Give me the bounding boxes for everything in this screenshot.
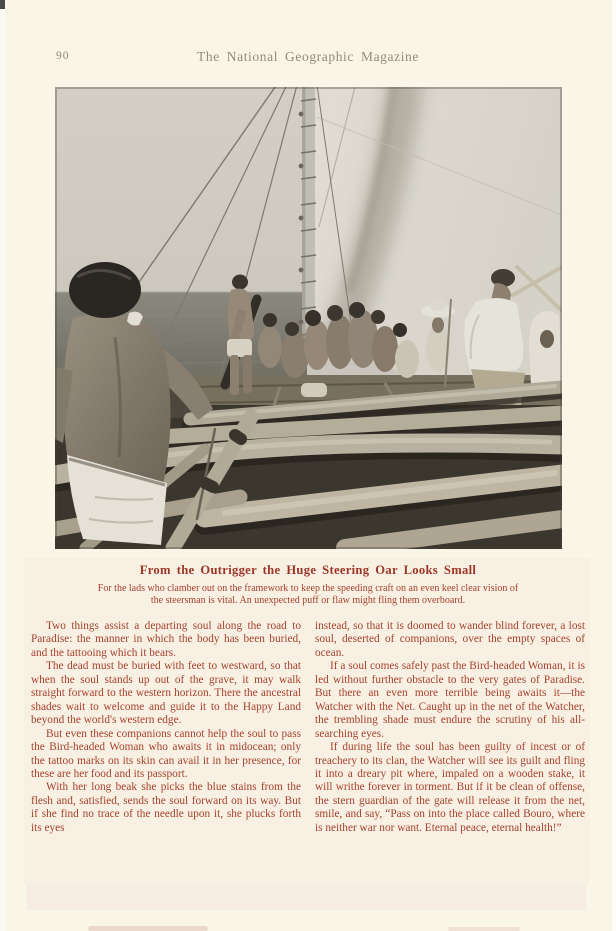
scan-left-edge [0,0,6,931]
paragraph: Two things assist a departing soul along the road to Paradise: the manner in which the body has been buried, and the tattooing which it bears. [31,620,301,659]
photo-caption [31,563,585,606]
outrigger-photograph [55,87,562,549]
paragraph: instead, so that it is doomed to wander blind forever, a lost soul, deserted of companions, over the empty spaces of ocean. [315,620,585,659]
paragraph: With her long beak she picks the blue stains from the flesh and, satisfied, sends the soul forward on its way. But if she find no trace of the needle upon it, she plucks forth its eyes [31,781,301,834]
paragraph: If a soul comes safely past the Bird-headed Woman, it is led without further obstacle to the very gates of Paradise. But there an even more terrible being awaits it—the Watcher with the Net. Caught up in the net of the Watcher, the trembling shade must endure the scrutiny of his all-searching eyes. [315,660,585,740]
paragraph: The dead must be buried with feet to westward, so that when the soul stands up out of the grave, it may walk straight forward to the western horizon. There the ancestral shades wait to welcome and guide it to the Happy Land beyond the world's western edge. [31,660,301,727]
scan-smudge [88,926,208,931]
outrigger-photo-illustration [55,87,562,549]
photo-caption-title: From the Outrigger the Huge Steering Oar Looks Small [139,563,477,577]
scan-bottom-band [26,884,586,910]
article-body [31,620,585,835]
paragraph: But even these companions cannot help the soul to pass the Bird-headed Woman who awaits it in midocean; only the tattoo marks on its skin can avail it in her presence, for these are her food and its passport. [31,727,301,780]
article-right-column [315,620,585,835]
scan-corner-artifact [0,0,5,9]
photo-caption-line-1: For the lads who clamber out on the framework to keep the speeding craft on an even keel clear vision of [97,583,519,594]
page-number: 90 [56,50,70,62]
scan-right-edge [612,0,616,931]
paragraph: If during life the soul has been guilty of incest or of treachery to its clan, the Watcher will see its guilt and fling it into a dreary pit where, impaled on a wooden stake, it will writhe forever in torment. But if it be clean of offense, the stern guardian of the gate will release it from the net, smile, and say, “Pass on into the place called Bouro, where is neither war nor want. Eternal peace, eternal health!” [315,741,585,834]
running-head-title: The National Geographic Magazine [197,49,419,64]
article-left-column [31,620,301,835]
photo-caption-line-2: the steersman is vital. An unexpected puff or flaw might fling them overboard. [150,594,466,606]
scan-smudge [448,927,520,931]
